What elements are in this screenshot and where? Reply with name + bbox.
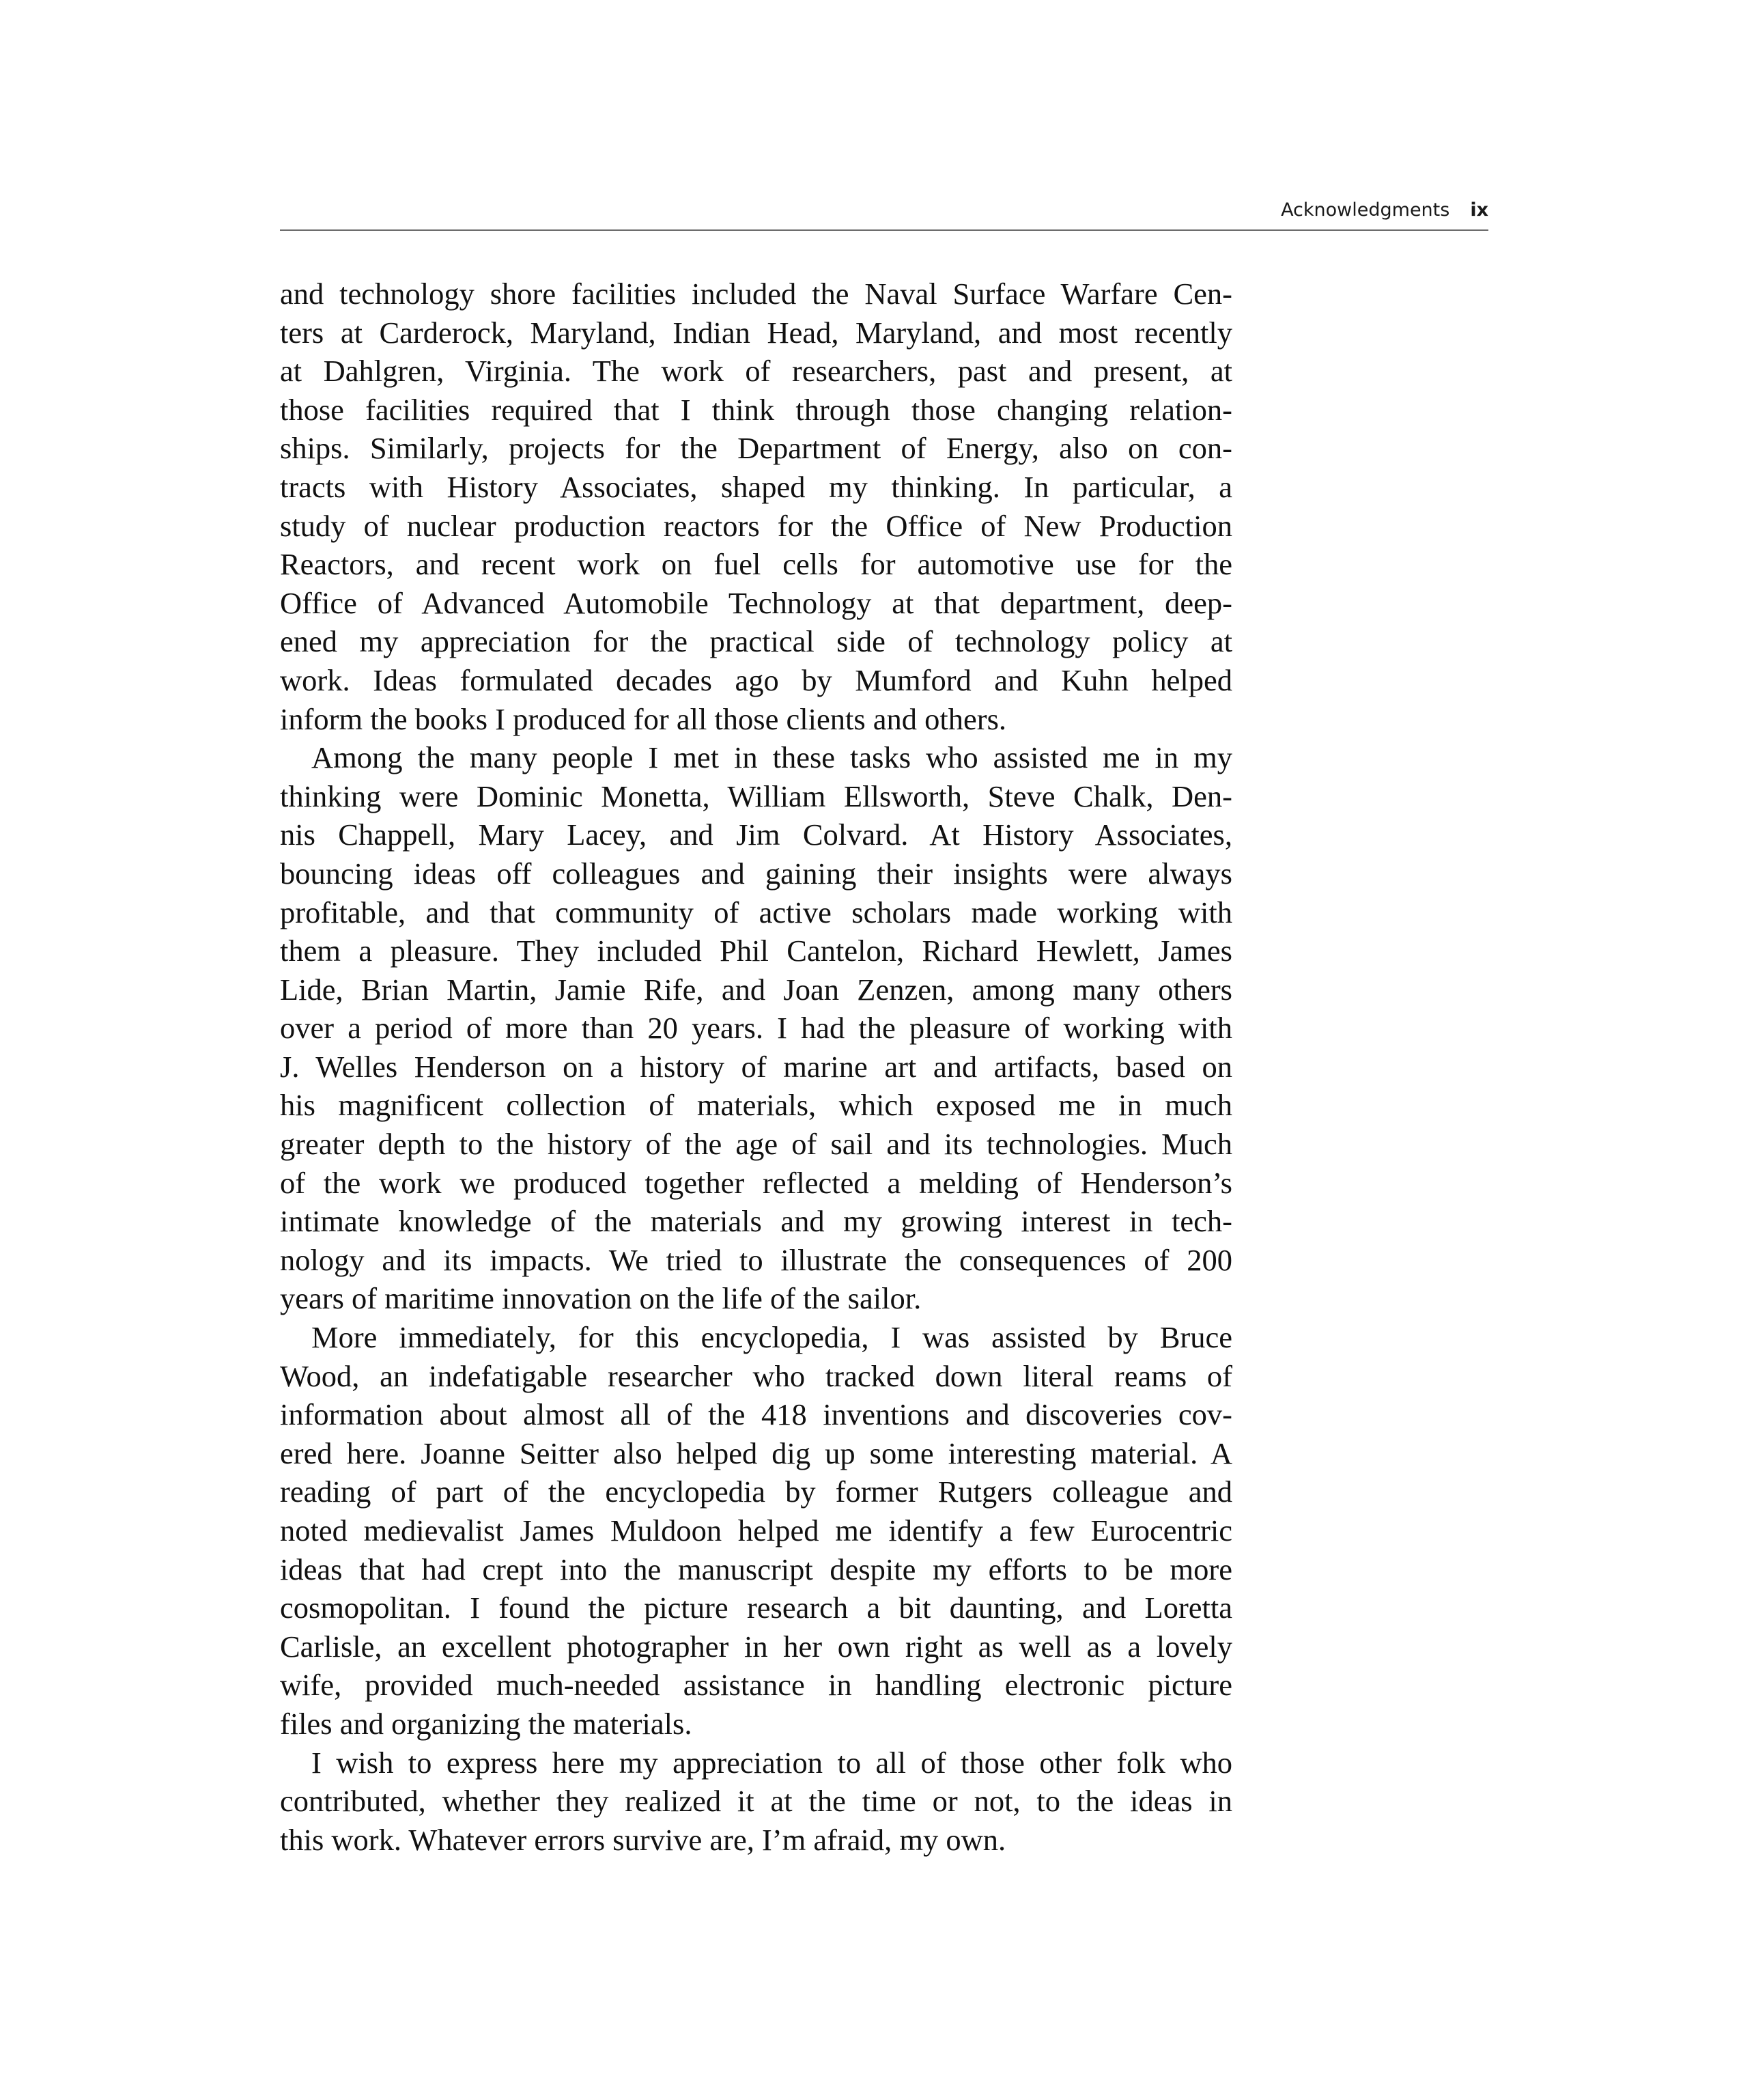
text-line: his magnificent collection of materials, which exposed me in much xyxy=(280,1088,1232,1123)
text-line: them a pleasure. They included Phil Cantelon, Richard Hewlett, James xyxy=(280,934,1232,968)
body-text xyxy=(280,275,1232,1859)
running-head-title: Acknowledgments xyxy=(1281,199,1450,221)
text-line: nis Chappell, Mary Lacey, and Jim Colvard. At History Associates, xyxy=(280,817,1232,852)
text-line: More immediately, for this encyclopedia, I was assisted by Bruce xyxy=(311,1320,1232,1355)
text-line: intimate knowledge of the materials and my growing interest in tech- xyxy=(280,1204,1232,1239)
text-line: Carlisle, an excellent photographer in her own right as well as a lovely xyxy=(280,1629,1232,1664)
text-line: nology and its impacts. We tried to illustrate the consequences of 200 xyxy=(280,1242,1232,1277)
text-line: at Dahlgren, Virginia. The work of researchers, past and present, at xyxy=(280,354,1232,389)
text-line: reading of part of the encyclopedia by former Rutgers colleague and xyxy=(280,1474,1232,1509)
paragraph xyxy=(280,1744,1232,1860)
text-line: noted medievalist James Muldoon helped me identify a few Eurocentric xyxy=(280,1513,1232,1548)
text-line: ered here. Joanne Seitter also helped dig up some interesting material. A xyxy=(280,1436,1232,1470)
text-line: information about almost all of the 418 inventions and discoveries cov- xyxy=(280,1397,1232,1432)
text-line: of the work we produced together reflected a melding of Henderson’s xyxy=(280,1165,1232,1200)
text-line: ships. Similarly, projects for the Department of Energy, also on con- xyxy=(280,431,1232,466)
text-line: thinking were Dominic Monetta, William Ellsworth, Steve Chalk, Den- xyxy=(280,779,1232,813)
text-line: wife, provided much-needed assistance in handling electronic picture xyxy=(280,1668,1232,1703)
text-line: ened my appreciation for the practical side of technology policy at xyxy=(280,624,1232,659)
text-line: years of maritime innovation on the life of the sailor. xyxy=(280,1281,922,1316)
text-line: I wish to express here my appreciation to all of those other folk who xyxy=(311,1745,1232,1780)
text-line: study of nuclear production reactors for the Office of New Production xyxy=(280,508,1232,543)
paragraph xyxy=(280,1318,1232,1744)
text-line: ters at Carderock, Maryland, Indian Head, Maryland, and most recently xyxy=(280,315,1232,350)
running-head-text xyxy=(1281,201,1488,219)
text-line: greater depth to the history of the age of sail and its technologies. Much xyxy=(280,1127,1232,1162)
text-line: bouncing ideas off colleagues and gaining their insights were always xyxy=(280,856,1232,891)
text-line: contributed, whether they realized it at the time or not, to the ideas in xyxy=(280,1784,1232,1819)
text-line: Among the many people I met in these tasks who assisted me in my xyxy=(311,740,1232,775)
text-line: Reactors, and recent work on fuel cells for automotive use for the xyxy=(280,547,1232,582)
paragraph xyxy=(280,738,1232,1318)
text-line: ideas that had crept into the manuscript despite my efforts to be more xyxy=(280,1552,1232,1586)
text-line: this work. Whatever errors survive are, I’m afraid, my own. xyxy=(280,1822,1006,1857)
text-line: those facilities required that I think through those changing relation- xyxy=(280,392,1232,427)
text-line: and technology shore facilities included the Naval Surface Warfare Cen- xyxy=(280,277,1232,311)
text-line: over a period of more than 20 years. I had the pleasure of working with xyxy=(280,1011,1232,1046)
text-line: inform the books I produced for all those clients and others. xyxy=(280,701,1007,736)
text-line: profitable, and that community of active scholars made working with xyxy=(280,895,1232,929)
running-head xyxy=(280,194,1488,231)
text-line: tracts with History Associates, shaped my thinking. In particular, a xyxy=(280,469,1232,504)
page-number: ix xyxy=(1470,199,1488,221)
text-line: work. Ideas formulated decades ago by Mumford and Kuhn helped xyxy=(280,662,1232,697)
text-line: J. Welles Henderson on a history of marine art and artifacts, based on xyxy=(280,1049,1232,1084)
text-line: Wood, an indefatigable researcher who tracked down literal reams of xyxy=(280,1358,1232,1393)
text-line: Office of Advanced Automobile Technology at that department, deep- xyxy=(280,585,1232,620)
text-line: cosmopolitan. I found the picture research a bit daunting, and Loretta xyxy=(280,1591,1232,1625)
paragraph xyxy=(280,275,1232,738)
text-line: Lide, Brian Martin, Jamie Rife, and Joan Zenzen, among many others xyxy=(280,972,1232,1007)
text-line: files and organizing the materials. xyxy=(280,1706,692,1741)
